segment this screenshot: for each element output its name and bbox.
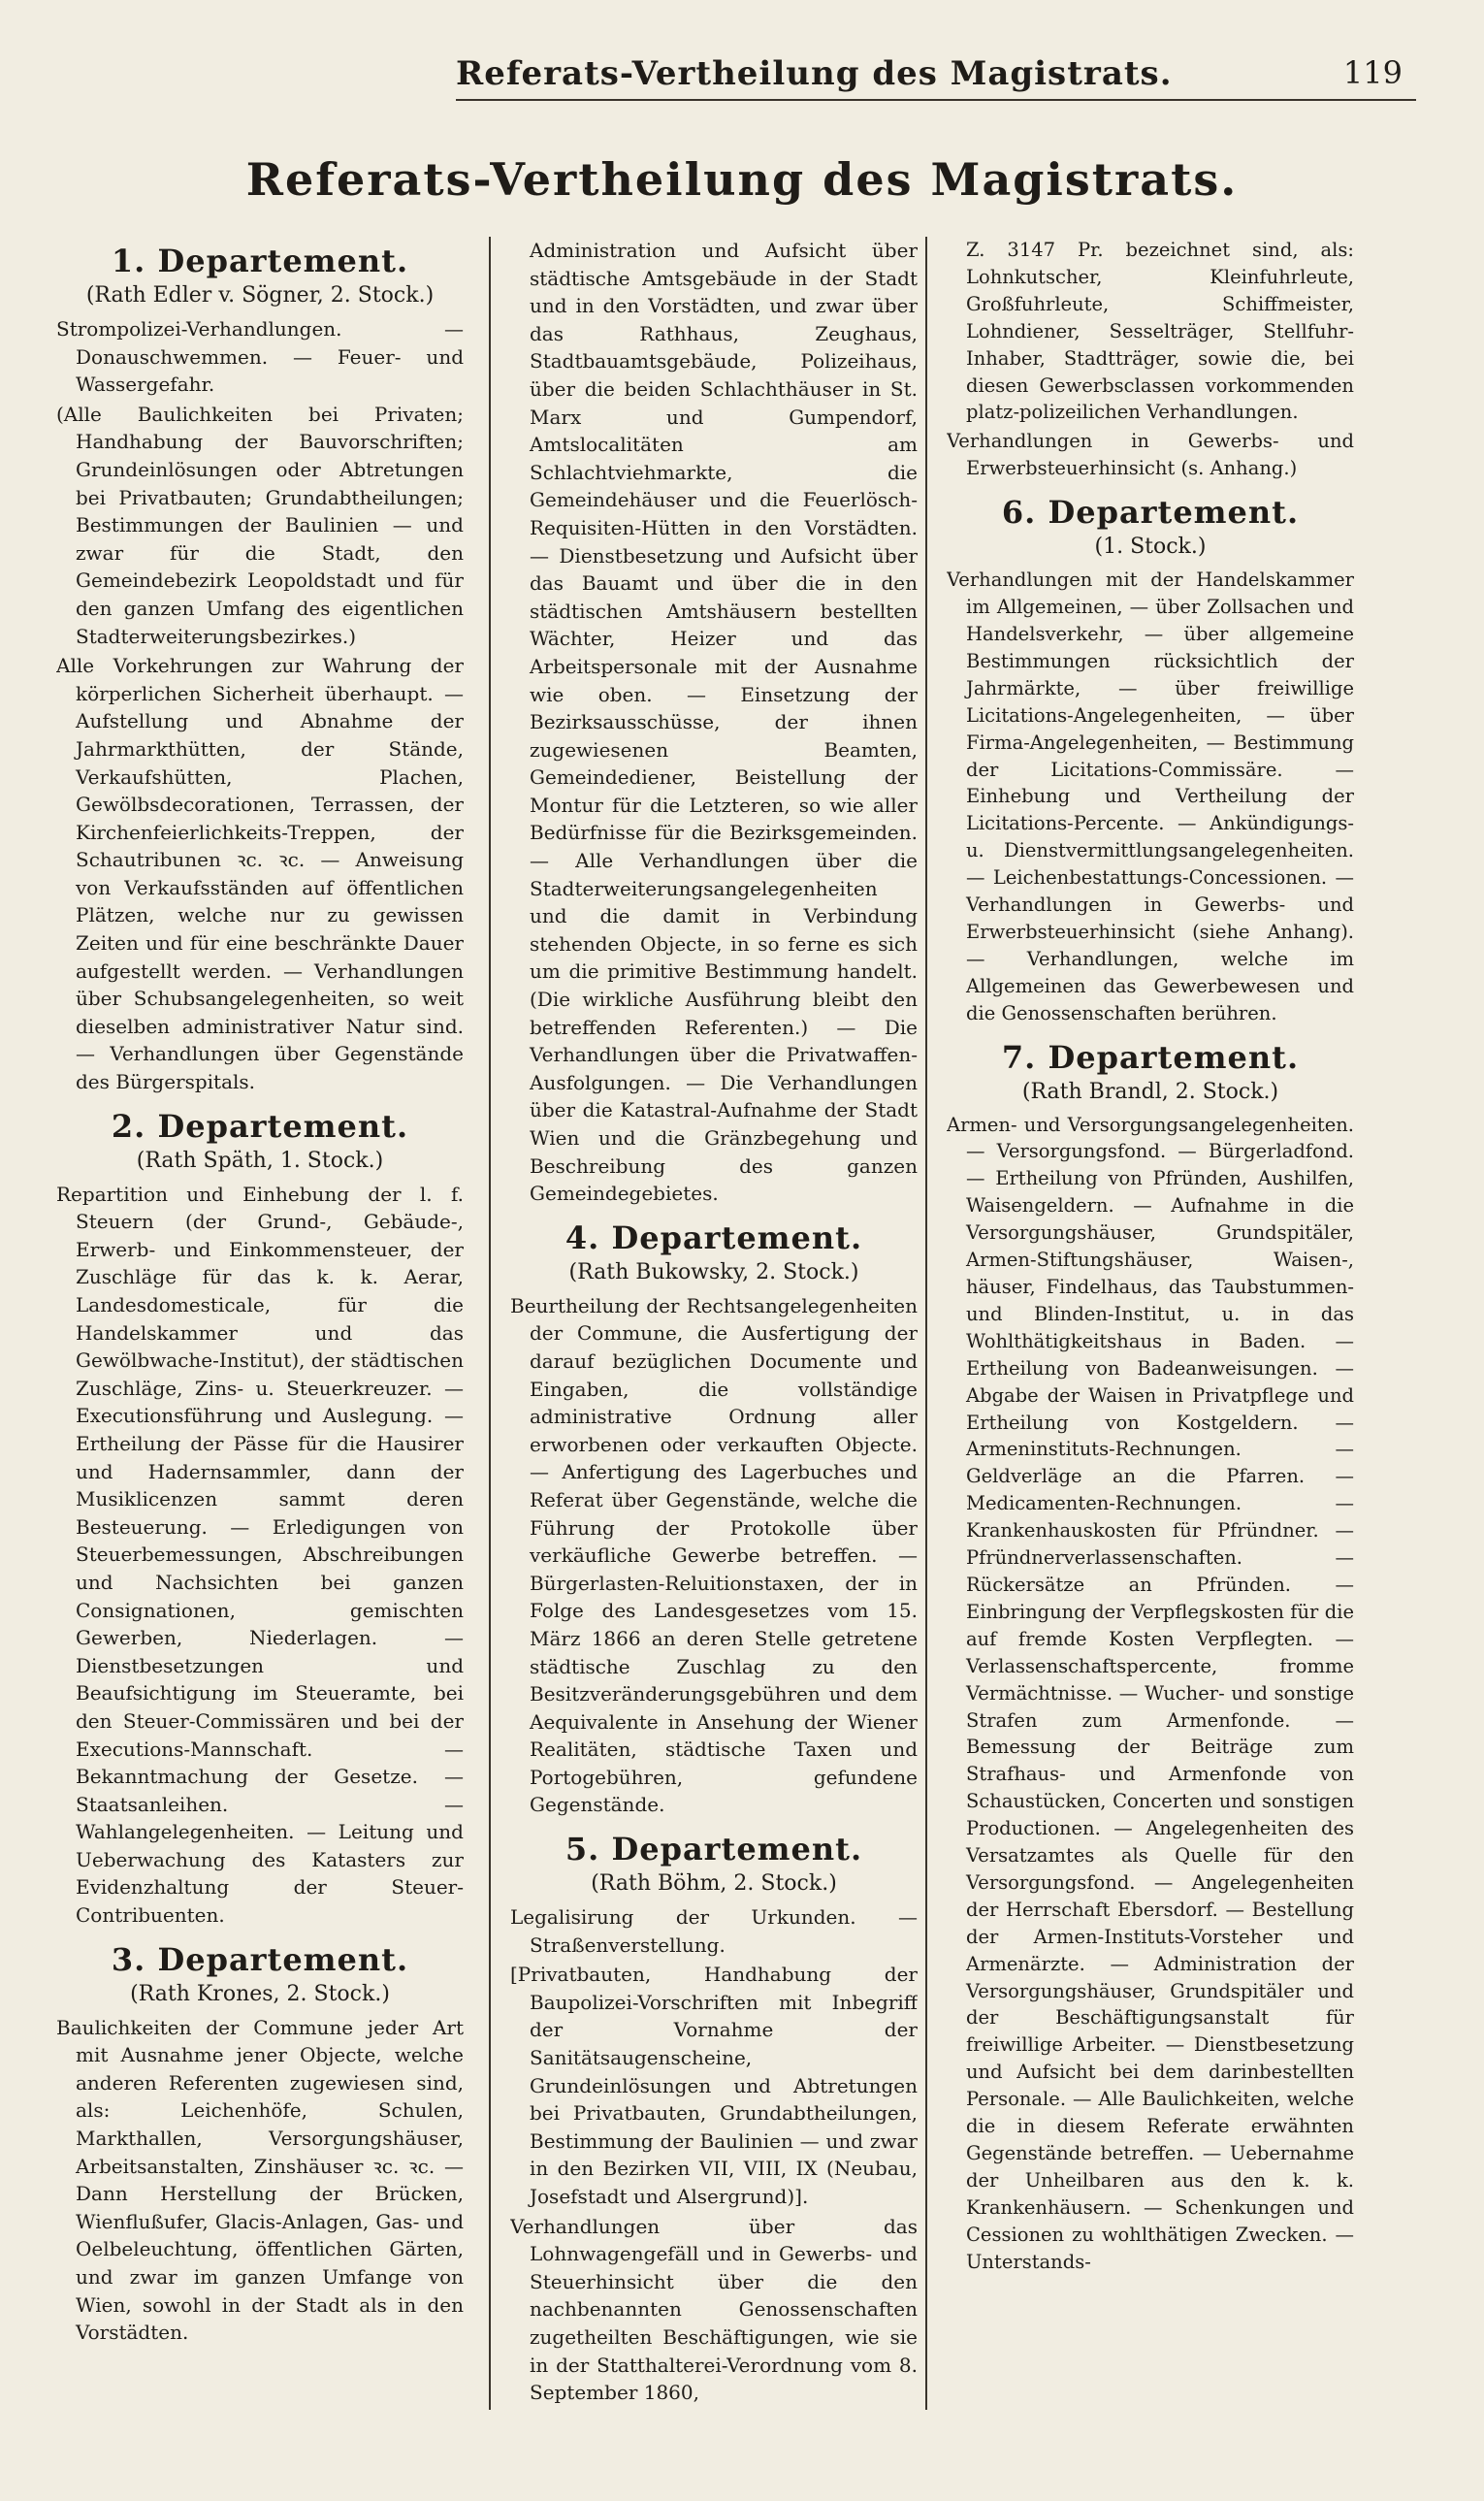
paragraph: Verhandlungen über das Lohnwagengefäll und in Gewerbs- und Steuerhinsicht über die den nachbenannten Genossenschaften zugetheilten Beschäftigungen, wie sie in der Statthalterei-Verordnung vom 8. September 1860, — [510, 2214, 918, 2405]
paragraph: [Privatbauten, Handhabung der Baupolizei-Vorschriften mit Inbegriff der Vornahme der Sanitätsaugenscheine, Grundeinlösungen und Abtretungen bei Privatbauten, Grundabtheilungen, Bestimmung der Baulinien — und zwar in den Bezirken VII, VIII, IX (Neubau, Josefstadt und Alsergrund)]. — [510, 1963, 918, 2208]
paragraph: Alle Vorkehrungen zur Wahrung der körperlichen Sicherheit überhaupt. — Aufstellung und Abnahme der Jahrmarkthütten, der Stände, Verkaufshütten, Plachen, Gewölbsdecorationen, Terrassen, der Kirchenfeierlichkeits-Treppen, der Schautribunen ꝛc. ꝛc. — Anweisung von Verkaufsständen auf öffentlichen Plätzen, welche nur zu gewissen Zeiten und für eine beschränkte Dauer aufgestellt werden. — Verhandlungen über Schubsangelegenheiten, so weit dieselben administrativer Natur sind. — Verhandlungen über Gegenstände des Bürgerspitals. — [56, 654, 464, 1094]
department-5-continued — [947, 237, 1354, 482]
department-3 — [56, 1941, 464, 2347]
department-official: (Rath Böhm, 2. Stock.) — [591, 1871, 837, 1897]
department-4 — [510, 1219, 918, 1819]
department-heading: 7. Departement. — [1001, 1038, 1300, 1076]
department-heading: 1. Departement. — [111, 243, 409, 279]
department-heading: 4. Departement. — [565, 1218, 863, 1256]
page-title: Referats-Vertheilung des Magistrats. — [245, 153, 1239, 206]
column-rule — [489, 237, 491, 2410]
column-rule — [925, 237, 927, 2410]
paragraph: Z. 3147 Pr. bezeichnet sind, als: Lohnkutscher, Kleinfuhrleute, Großfuhrleute, Schiffmeister, Lohndiener, Sesselträger, Stellfuhr-Inhaber, Stadtträger, sowie die, bei diesen Gewerbsclassen vorkommenden platz-polizeilichen Verhandlungen. — [966, 239, 1354, 424]
paragraph: Legalisirung der Urkunden. — Straßenverstellung. — [510, 1905, 918, 1957]
paragraph: (Alle Baulichkeiten bei Privaten; Handhabung der Bauvorschriften; Grundeinlösungen oder Abtretungen bei Privatbauten; Grundabtheilungen; Bestimmungen der Baulinien — und zwar für die Stadt, den Gemeindebezirk Leopoldstadt und für den ganzen Umfang des eigentlichen Stadterweiterungsbezirkes.) — [56, 402, 464, 648]
paragraph: Baulichkeiten der Commune jeder Art mit Ausnahme jener Objecte, welche anderen Referenten zugewiesen sind, als: Leichenhöfe, Schulen, Markthallen, Versorgungshäuser, Arbeitsanstalten, Zinshäuser ꝛc. ꝛc. — Dann Herstellung der Brücken, Wienflußufer, Glacis-Anlagen, Gas- und Oelbeleuchtung, öffentlichen Gärten, und zwar im ganzen Umfange von Wien, sowohl in der Stadt als in den Vorstädten. — [56, 2015, 464, 2345]
department-official: (Rath Edler v. Sögner, 2. Stock.) — [85, 283, 435, 308]
paragraph: Verhandlungen in Gewerbs- und Erwerbsteuerhinsicht (s. Anhang.) — [947, 430, 1354, 480]
department-heading: 3. Departement. — [111, 1940, 409, 1978]
department-2 — [56, 1108, 464, 1930]
department-official: (Rath Späth, 1. Stock.) — [136, 1148, 384, 1173]
department-5 — [510, 1831, 918, 2407]
department-1 — [56, 243, 464, 1096]
paragraph: Verhandlungen mit der Handelskammer im Allgemeinen, — über Zollsachen und Handelsverkehr, — über allgemeine Bestimmungen rücksichtlich der Jahrmärkte, — über freiwillige Licitations-Angelegenheiten, — über Firma-Angelegenheiten, — Bestimmung der Licitations-Commissäre. — Einhebung und Vertheilung der Licitations-Percente. — Ankündigungs- u. Dienstvermittlungsangelegenheiten. — Leichenbestattungs-Concessionen. — Verhandlungen in Gewerbs- und Erwerbsteuerhinsicht (siehe Anhang). — Verhandlungen, welche im Allgemeinen das Gewerbewesen und die Genossenschaften berühren. — [947, 568, 1354, 1024]
text-columns — [56, 237, 1354, 2420]
paragraph: Administration und Aufsicht über städtische Amtsgebäude in der Stadt und in den Vorstädten, und zwar über das Rathhaus, Zeughaus, Stadtbauamtsgebäude, Polizeihaus, über die beiden Schlachthäuser in St. Marx und Gumpendorf, Amtslocalitäten am Schlachtviehmarkte, die Gemeindehäuser und die Feuerlösch-Requisiten-Hütten in den Vorstädten. — Dienstbesetzung und Aufsicht über das Bauamt und über die in den städtischen Amtshäusern bestellten Wächter, Heizer und das Arbeitspersonale mit der Ausnahme wie oben. — Einsetzung der Bezirksausschüsse, der ihnen zugewiesenen Beamten, Gemeindediener, Beistellung der Montur für die Letzteren, so wie aller Bedürfnisse für die Bezirksgemeinden. — Alle Verhandlungen über die Stadterweiterungsangelegenheiten und die damit in Verbindung stehenden Objecte, in so ferne es sich um die primitive Bestimmung handelt. (Die wirkliche Ausführung bleibt den betreffenden Referenten.) — Die Verhandlungen über die Privatwaffen-Ausfolgungen. — Die Verhandlungen über die Katastral-Aufnahme der Stadt Wien und die Gränzbegehung und Beschreibung des ganzen Gemeindegebietes. — [530, 239, 918, 1206]
paragraph: Beurtheilung der Rechtsangelegenheiten der Commune, die Ausfertigung der darauf bezüglichen Documente und Eingaben, die vollständige administrative Ordnung aller erworbenen oder verkauften Objecte. — Anfertigung des Lagerbuches und Referat über Gegenstände, welche die Führung der Protokolle über verkäufliche Gewerbe betreffen. — Bürgerlasten-Reluitionstaxen, der in Folge des Landesgesetzes vom 15. März 1866 an deren Stelle getretene städtische Zuschlag zu den Besitzveränderungsgebühren und dem Aequivalente in Ansehung der Wiener Realitäten, städtische Taxen und Portogebühren, gefundene Gegenstände. — [510, 1293, 918, 1817]
department-6 — [947, 494, 1354, 1026]
running-header — [456, 50, 1416, 101]
department-7 — [947, 1039, 1354, 2276]
page-number: 119 — [1342, 54, 1403, 91]
column-3 — [947, 237, 1354, 2420]
department-heading: 5. Departement. — [565, 1831, 863, 1868]
paragraph: Repartition und Einhebung der l. f. Steuern (der Grund-, Gebäude-, Erwerb- und Einkommensteuer, der Zuschläge für das k. k. Aerar, Landesdomesticale, für die Handelskammer und das Gewölbwache-Institut), der städtischen Zuschläge, Zins- u. Steuerkreuzer. — Executionsführung und Auslegung. — Ertheilung der Pässe für die Hausirer und Hadernsammler, dann der Musiklicenzen sammt deren Besteuerung. — Erledigungen von Steuerbemessungen, Abschreibungen und Nachsichten bei ganzen Consignationen, gemischten Gewerben, Niederlagen. — Dienstbesetzungen und Beaufsichtigung im Steueramte, bei den Steuer-Commissären und bei der Executions-Mannschaft. — Bekanntmachung der Gesetze. — Staatsanleihen. — Wahlangelegenheiten. — Leitung und Ueberwachung des Katasters zur Evidenzhaltung der Steuer-Contribuenten. — [56, 1182, 464, 1928]
department-official: (Rath Bukowsky, 2. Stock.) — [568, 1259, 859, 1284]
department-3-continued — [510, 237, 918, 1208]
paragraph: Strompolizei-Verhandlungen. — Donauschwemmen. — Feuer- und Wassergefahr. — [56, 317, 464, 397]
column-2 — [510, 237, 918, 2420]
department-official: (Rath Krones, 2. Stock.) — [130, 1981, 390, 2006]
running-title: Referats-Vertheilung des Magistrats. — [456, 54, 1173, 93]
department-official: (Rath Brandl, 2. Stock.) — [1021, 1079, 1279, 1104]
paragraph: Armen- und Versorgungsangelegenheiten. — Versorgungsfond. — Bürgerladfond. — Ertheilung von Pfründen, Aushilfen, Waisengeldern. — Aufnahme in die Versorgungshäuser, Grundspitäler, Armen-Stiftungshäuser, Waisen-, häuser, Findelhaus, das Taubstummen- und Blinden-Institut, u. in das Wohlthätigkeitshaus in Baden. — Ertheilung von Badeanweisungen. — Abgabe der Waisen in Privatpflege und Ertheilung von Kostgeldern. — Armeninstituts-Rechnungen. — Geldverläge an die Pfarren. — Medicamenten-Rechnungen. — Krankenhauskosten für Pfründner. — Pfründnerverlassenschaften. — Rückersätze an Pfründen. — Einbringung der Verpflegskosten für die auf fremde Kosten Verpflegten. — Verlassenschaftspercente, fromme Vermächtnisse. — Wucher- und sonstige Strafen zum Armenfonde. — Bemessung der Beiträge zum Strafhaus- und Armenfonde von Schaustücken, Concerten und sonstigen Productionen. — Angelegenheiten des Versatzamtes als Quelle für den Versorgungsfond. — Angelegenheiten der Herrschaft Ebersdorf. — Bestellung der Armen-Instituts-Vorsteher und Armenärzte. — Administration der Versorgungshäuser, Grundspitäler und der Beschäftigungsanstalt für freiwillige Arbeiter. — Dienstbesetzung und Aufsicht bei dem darinbestellten Personale. — Alle Baulichkeiten, welche die in diesem Referate erwähnten Gegenstände betreffen. — Uebernahme der Unheilbaren aus den k. k. Krankenhäusern. — Schenkungen und Cessionen zu wohlthätigen Zwecken. — Unterstands- — [947, 1113, 1354, 2273]
department-heading: 2. Departement. — [111, 1107, 409, 1145]
column-1 — [56, 237, 464, 2420]
department-official: (1. Stock.) — [1094, 535, 1207, 560]
department-heading: 6. Departement. — [1001, 494, 1300, 532]
